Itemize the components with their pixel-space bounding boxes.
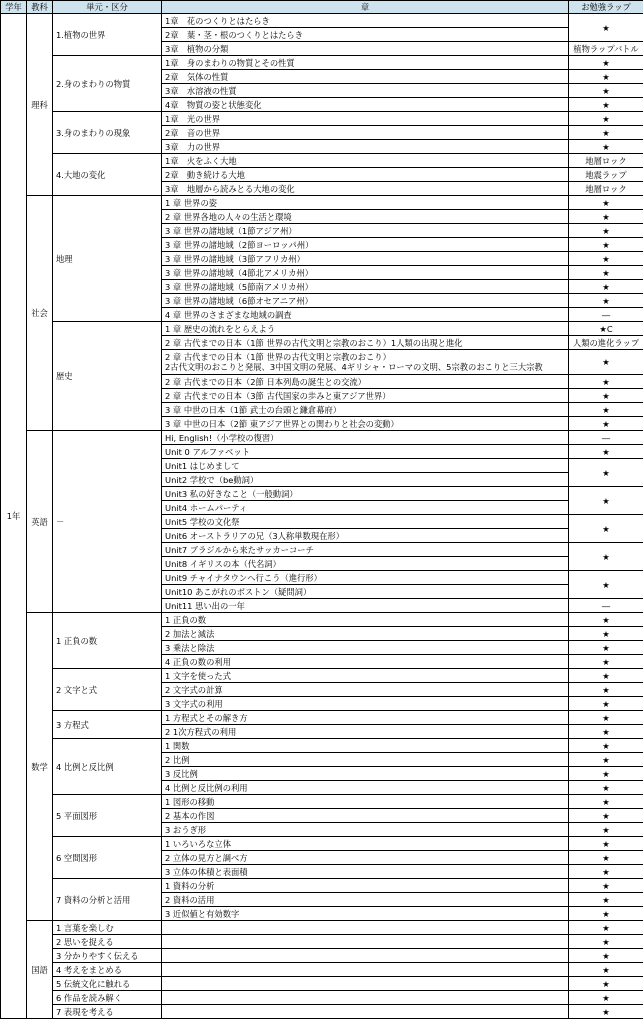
chapter-cell: 3 章 世界の諸地域（6節オセアニア州） (162, 294, 569, 308)
table-row (1, 613, 643, 627)
header-unit: 単元・区分 (53, 1, 162, 14)
wrap-cell: ★ (569, 126, 643, 140)
chapter-cell: 2 章 世界各地の人々の生活と環境 (162, 210, 569, 224)
chapter-cell (162, 949, 569, 963)
wrap-cell: ★ (569, 280, 643, 294)
chapter-cell (162, 991, 569, 1005)
wrap-cell: ★ (569, 515, 643, 543)
chapter-cell: 1 正負の数 (162, 613, 569, 627)
chapter-cell: 1章 花のつくりとはたらき (162, 14, 569, 28)
wrap-cell: 植物ラップバトル (569, 42, 643, 56)
chapter-cell: 1 章 歴史の流れをとらえよう (162, 322, 569, 336)
table-row (1, 1005, 643, 1019)
wrap-cell: ★ (569, 809, 643, 823)
wrap-cell: ★ (569, 14, 643, 42)
chapter-cell: 3 おうぎ形 (162, 823, 569, 837)
unit-cell: 2 思いを捉える (53, 935, 162, 949)
wrap-cell: ★ (569, 238, 643, 252)
chapter-cell: 2 章 古代までの日本（2節 日本列島の誕生との交流） (162, 375, 569, 389)
chapter-cell: Unit11 思い出の一年 (162, 599, 569, 613)
chapter-cell: 2 立体の見方と調べ方 (162, 851, 569, 865)
subject-cell: 英語 (27, 431, 53, 613)
wrap-cell: ★ (569, 683, 643, 697)
chapter-cell: 3 反比例 (162, 767, 569, 781)
wrap-cell: ★C (569, 322, 643, 336)
chapter-cell: 3 章 中世の日本（1節 武士の台頭と鎌倉幕府） (162, 403, 569, 417)
subject-cell: 理科 (27, 14, 53, 196)
wrap-cell: 人類の進化ラップ (569, 336, 643, 350)
unit-cell: 3 方程式 (53, 711, 162, 739)
unit-cell: 5 平面図形 (53, 795, 162, 837)
chapter-cell: 2 章 古代までの日本（3節 古代国家の歩みと東アジア世界） (162, 389, 569, 403)
wrap-cell: ★ (569, 795, 643, 809)
chapter-cell: 2章 動き続ける大地 (162, 168, 569, 182)
wrap-cell: ★ (569, 403, 643, 417)
chapter-cell: Unit1 はじめまして (162, 459, 569, 473)
wrap-cell: ★ (569, 224, 643, 238)
chapter-cell: 1章 光の世界 (162, 112, 569, 126)
unit-cell: 6 作品を読み解く (53, 991, 162, 1005)
chapter-cell (162, 963, 569, 977)
header-wrap: お勉強ラップ (569, 1, 643, 14)
wrap-cell: ★ (569, 112, 643, 126)
chapter-cell: 2 文字式の計算 (162, 683, 569, 697)
chapter-cell: 1 方程式とその解き方 (162, 711, 569, 725)
table-body (1, 14, 643, 1019)
wrap-cell: ★ (569, 907, 643, 921)
chapter-cell: 1 いろいろな立体 (162, 837, 569, 851)
chapter-cell: 3章 植物の分類 (162, 42, 569, 56)
table-row (1, 963, 643, 977)
chapter-cell: 1章 身のまわりの物質とその性質 (162, 56, 569, 70)
unit-cell: 4 考えをまとめる (53, 963, 162, 977)
chapter-cell: Unit4 ホームパーティ (162, 501, 569, 515)
chapter-cell: 3 文字式の利用 (162, 697, 569, 711)
table-row (1, 669, 643, 683)
chapter-cell: 2 比例 (162, 753, 569, 767)
chapter-cell: Hi, English!（小学校の復習） (162, 431, 569, 445)
unit-cell: 2.身のまわりの物質 (53, 56, 162, 112)
chapter-cell: 3章 地層から読みとる大地の変化 (162, 182, 569, 196)
chapter-cell: Unit3 私の好きなこと（一般動詞） (162, 487, 569, 501)
unit-cell: 1.植物の世界 (53, 14, 162, 56)
wrap-cell: ★ (569, 571, 643, 599)
wrap-cell: ★ (569, 417, 643, 431)
header-subject: 教科 (27, 1, 53, 14)
unit-cell: 4 比例と反比例 (53, 739, 162, 795)
table-row (1, 711, 643, 725)
wrap-cell: ★ (569, 266, 643, 280)
wrap-cell: ★ (569, 196, 643, 210)
chapter-cell: 1 文字を使った式 (162, 669, 569, 683)
wrap-cell: ★ (569, 98, 643, 112)
chapter-cell: 2 章 古代までの日本（1節 世界の古代文明と宗教のおこり）1人類の出現と進化 (162, 336, 569, 350)
unit-cell: 3 分かりやすく伝える (53, 949, 162, 963)
wrap-cell: ★ (569, 991, 643, 1005)
wrap-cell: ★ (569, 669, 643, 683)
wrap-cell: ★ (569, 487, 643, 515)
table-row (1, 991, 643, 1005)
table-row (1, 921, 643, 935)
unit-cell: 7 表現を考える (53, 1005, 162, 1019)
chapter-cell (162, 1005, 569, 1019)
chapter-cell: 3 章 世界の諸地域（1節アジア州） (162, 224, 569, 238)
wrap-cell: 地層ロック (569, 154, 643, 168)
chapter-cell: Unit10 あこがれのボストン（疑問詞） (162, 585, 569, 599)
wrap-cell: ★ (569, 977, 643, 991)
wrap-cell: ★ (569, 767, 643, 781)
chapter-cell: Unit2 学校で（be動詞） (162, 473, 569, 487)
grade-cell: 1年 (1, 14, 27, 1019)
chapter-cell: 1章 火をふく大地 (162, 154, 569, 168)
wrap-cell: ― (569, 431, 643, 445)
wrap-cell: ★ (569, 1005, 643, 1019)
header-chapter: 章 (162, 1, 569, 14)
chapter-cell: 3章 力の世界 (162, 140, 569, 154)
chapter-cell: 3 立体の体積と表面積 (162, 865, 569, 879)
header-row (1, 1, 643, 14)
wrap-cell: ★ (569, 823, 643, 837)
subject-cell: 社会 (27, 196, 53, 431)
chapter-cell: 2 章 古代までの日本（1節 世界の古代文明と宗教のおこり） 2古代文明のおこりと発展、3中国文明の発展、4ギリシャ・ローマの文明、5宗教のおこりと三大宗教 (162, 350, 569, 375)
chapter-cell: Unit9 チャイナタウンへ行こう（進行形） (162, 571, 569, 585)
wrap-cell: ★ (569, 753, 643, 767)
wrap-cell: ★ (569, 739, 643, 753)
subject-cell: 国語 (27, 921, 53, 1019)
chapter-cell: 2章 音の世界 (162, 126, 569, 140)
wrap-cell: ★ (569, 641, 643, 655)
table-row (1, 949, 643, 963)
chapter-cell: 1 図形の移動 (162, 795, 569, 809)
wrap-cell: ★ (569, 252, 643, 266)
chapter-cell: 2章 葉・茎・根のつくりとはたらき (162, 28, 569, 42)
chapter-cell: Unit7 ブラジルから来たサッカーコーチ (162, 543, 569, 557)
wrap-cell: 地震ラップ (569, 168, 643, 182)
chapter-cell: 2 基本の作図 (162, 809, 569, 823)
unit-cell: － (53, 431, 162, 613)
wrap-cell: ★ (569, 140, 643, 154)
chapter-cell: 3 章 世界の諸地域（2節ヨーロッパ州） (162, 238, 569, 252)
wrap-cell: ★ (569, 879, 643, 893)
chapter-cell: 4 正負の数の利用 (162, 655, 569, 669)
wrap-cell: ★ (569, 697, 643, 711)
wrap-cell: ★ (569, 459, 643, 487)
table-row (1, 935, 643, 949)
chapter-cell: Unit8 イギリスの本（代名詞） (162, 557, 569, 571)
wrap-cell: ★ (569, 935, 643, 949)
table-row (1, 739, 643, 753)
wrap-cell: ★ (569, 543, 643, 571)
wrap-cell: ★ (569, 963, 643, 977)
chapter-cell (162, 935, 569, 949)
chapter-cell: 2 1次方程式の利用 (162, 725, 569, 739)
table-row (1, 837, 643, 851)
wrap-cell: ★ (569, 949, 643, 963)
table-row (1, 196, 643, 210)
wrap-cell: ★ (569, 613, 643, 627)
chapter-cell: 2 加法と減法 (162, 627, 569, 641)
wrap-cell: ★ (569, 921, 643, 935)
wrap-cell: ★ (569, 210, 643, 224)
chapter-cell: 1 関数 (162, 739, 569, 753)
wrap-cell: ★ (569, 375, 643, 389)
wrap-cell: ★ (569, 294, 643, 308)
wrap-cell: ★ (569, 725, 643, 739)
unit-cell: 7 資料の分析と活用 (53, 879, 162, 921)
unit-cell: 1 言葉を楽しむ (53, 921, 162, 935)
wrap-cell: ★ (569, 711, 643, 725)
wrap-cell: ★ (569, 865, 643, 879)
header-grade: 学年 (1, 1, 27, 14)
unit-cell: 地理 (53, 196, 162, 322)
chapter-cell: 3章 水溶液の性質 (162, 84, 569, 98)
wrap-cell: ★ (569, 837, 643, 851)
chapter-cell: 3 近似値と有効数字 (162, 907, 569, 921)
table-row (1, 879, 643, 893)
wrap-cell: ★ (569, 445, 643, 459)
wrap-cell: ★ (569, 851, 643, 865)
wrap-cell: ★ (569, 350, 643, 375)
chapter-cell: 1 章 世界の姿 (162, 196, 569, 210)
unit-cell: 2 文字と式 (53, 669, 162, 711)
table-row (1, 431, 643, 445)
table-row (1, 14, 643, 28)
chapter-cell: 3 乗法と除法 (162, 641, 569, 655)
wrap-cell: ★ (569, 627, 643, 641)
table-row (1, 112, 643, 126)
chapter-cell: 4 章 世界のさまざまな地域の調査 (162, 308, 569, 322)
chapter-cell: Unit6 オーストラリアの兄（3人称単数現在形） (162, 529, 569, 543)
wrap-cell: ★ (569, 70, 643, 84)
chapter-cell: 2章 気体の性質 (162, 70, 569, 84)
wrap-cell: ★ (569, 389, 643, 403)
unit-cell: 歴史 (53, 322, 162, 431)
chapter-cell: 2 資料の活用 (162, 893, 569, 907)
unit-cell: 4.大地の変化 (53, 154, 162, 196)
table-row (1, 154, 643, 168)
chapter-cell: 3 章 中世の日本（2節 東アジア世界との関わりと社会の変動） (162, 417, 569, 431)
table-row (1, 977, 643, 991)
chapter-cell: 3 章 世界の諸地域（3節アフリカ州） (162, 252, 569, 266)
chapter-cell (162, 921, 569, 935)
chapter-cell: 3 章 世界の諸地域（5節南アメリカ州） (162, 280, 569, 294)
chapter-cell: Unit5 学校の文化祭 (162, 515, 569, 529)
wrap-cell: ★ (569, 655, 643, 669)
table-row (1, 795, 643, 809)
wrap-cell: ★ (569, 893, 643, 907)
unit-cell: 1 正負の数 (53, 613, 162, 669)
subject-cell: 数学 (27, 613, 53, 921)
unit-cell: 6 空間図形 (53, 837, 162, 879)
chapter-cell (162, 977, 569, 991)
wrap-cell: ★ (569, 56, 643, 70)
wrap-cell: ― (569, 308, 643, 322)
chapter-cell: 1 資料の分析 (162, 879, 569, 893)
wrap-cell: ★ (569, 84, 643, 98)
wrap-cell: 地層ロック (569, 182, 643, 196)
chapter-cell: 4章 物質の姿と状態変化 (162, 98, 569, 112)
chapter-cell: 3 章 世界の諸地域（4節北アメリカ州） (162, 266, 569, 280)
wrap-cell: ― (569, 599, 643, 613)
chapter-cell: 4 比例と反比例の利用 (162, 781, 569, 795)
table-row (1, 322, 643, 336)
unit-cell: 5 伝統文化に触れる (53, 977, 162, 991)
wrap-cell: ★ (569, 781, 643, 795)
table-row (1, 56, 643, 70)
unit-cell: 3.身のまわりの現象 (53, 112, 162, 154)
chapter-cell: Unit 0 アルファベット (162, 445, 569, 459)
